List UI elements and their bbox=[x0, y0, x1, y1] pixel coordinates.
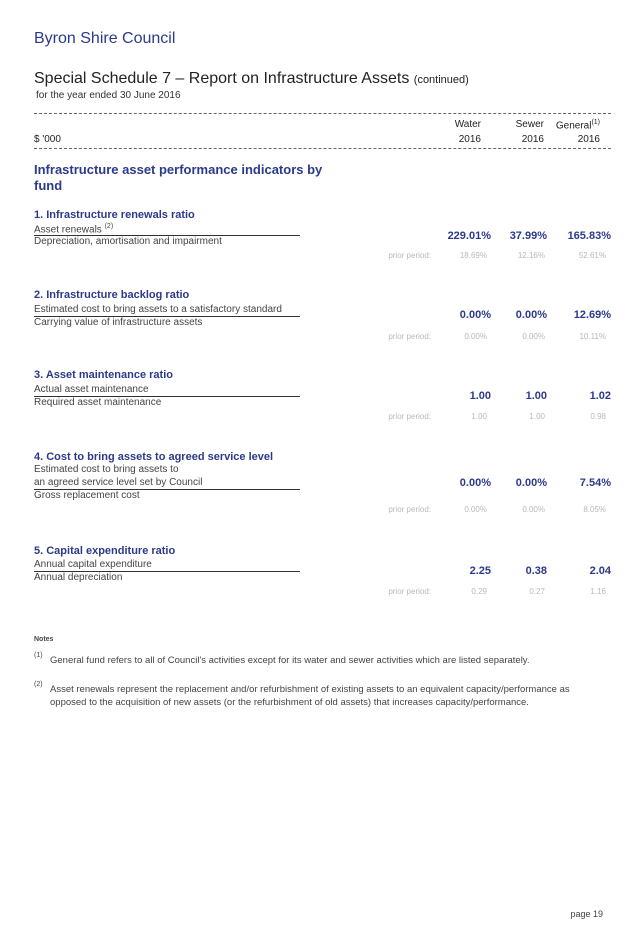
unit-label: $ '000 bbox=[34, 134, 61, 145]
title-suffix: (continued) bbox=[413, 74, 469, 86]
col-water-year: 2016 bbox=[458, 134, 481, 145]
prior-period-label: prior period: bbox=[388, 412, 431, 421]
section-title: Infrastructure asset performance indicators by fund bbox=[34, 162, 323, 193]
page-subtitle: for the year ended 30 June 2016 bbox=[36, 90, 181, 101]
value-sewer: 0.00% bbox=[515, 309, 547, 321]
prior-water: 0.00% bbox=[464, 332, 487, 341]
col-water-name: Water bbox=[454, 119, 481, 130]
prior-water: 0.00% bbox=[464, 505, 487, 514]
value-water: 2.25 bbox=[469, 565, 491, 577]
col-general-year: 2016 bbox=[577, 134, 600, 145]
prior-sewer: 1.00 bbox=[529, 412, 545, 421]
value-general: 165.83% bbox=[567, 230, 611, 242]
value-water: 0.00% bbox=[459, 477, 491, 489]
prior-water: 18.69% bbox=[459, 251, 487, 260]
prior-sewer: 0.27 bbox=[529, 587, 545, 596]
notes-heading: Notes bbox=[34, 636, 54, 643]
header-top-rule bbox=[34, 113, 611, 114]
indicator-title: 2. Infrastructure backlog ratio bbox=[34, 289, 190, 301]
numerator-text: Asset renewals bbox=[34, 224, 102, 236]
value-general: 7.54% bbox=[579, 477, 611, 489]
prior-sewer: 0.00% bbox=[522, 505, 545, 514]
note-marker: (1) bbox=[34, 652, 43, 659]
prior-general: 0.98 bbox=[590, 412, 606, 421]
prior-sewer: 0.00% bbox=[522, 332, 545, 341]
value-water: 229.01% bbox=[447, 230, 491, 242]
col-sewer-year: 2016 bbox=[521, 134, 544, 145]
prior-period-label: prior period: bbox=[388, 505, 431, 514]
value-general: 2.04 bbox=[589, 565, 611, 577]
value-general: 12.69% bbox=[573, 309, 611, 321]
indicator-numerator: an agreed service level set by Council bbox=[34, 477, 203, 488]
prior-water: 0.29 bbox=[471, 587, 487, 596]
indicator-numerator-line1: Estimated cost to bring assets to bbox=[34, 464, 179, 475]
note-text: Asset renewals represent the replacement and/or refurbishment of existing assets to an equivalent capacity/performance as opposed to the acquisition of new assets (or the refurbishment of old assets) that increases capacity/performance. bbox=[50, 684, 570, 708]
col-general-marker: (1) bbox=[591, 119, 600, 126]
indicator-denominator: Gross replacement cost bbox=[34, 490, 140, 501]
value-water: 0.00% bbox=[459, 309, 491, 321]
page-title bbox=[34, 70, 469, 88]
title-text: Special Schedule 7 – Report on Infrastructure Assets bbox=[34, 70, 410, 87]
prior-period-label: prior period: bbox=[388, 251, 431, 260]
prior-sewer: 12.16% bbox=[517, 251, 545, 260]
indicator-title: 3. Asset maintenance ratio bbox=[34, 369, 173, 381]
note-marker: (2) bbox=[34, 681, 43, 688]
value-sewer: 1.00 bbox=[525, 390, 547, 402]
indicator-title: 4. Cost to bring assets to agreed service level bbox=[34, 451, 274, 463]
header-bottom-rule bbox=[34, 148, 611, 149]
col-general-name bbox=[540, 119, 600, 131]
indicator-title: 1. Infrastructure renewals ratio bbox=[34, 209, 195, 221]
col-general-label: General bbox=[555, 120, 592, 132]
prior-period-label: prior period: bbox=[388, 332, 431, 341]
value-sewer: 0.38 bbox=[525, 565, 547, 577]
value-general: 1.02 bbox=[589, 390, 611, 402]
prior-general: 1.16 bbox=[590, 587, 606, 596]
prior-period-label: prior period: bbox=[388, 587, 431, 596]
indicator-numerator: Actual asset maintenance bbox=[34, 384, 149, 395]
indicator-denominator: Carrying value of infrastructure assets bbox=[34, 317, 203, 328]
col-sewer-name: Sewer bbox=[515, 119, 544, 130]
indicator-numerator bbox=[34, 223, 113, 235]
prior-general: 10.11% bbox=[579, 332, 606, 341]
prior-water: 1.00 bbox=[471, 412, 487, 421]
indicator-denominator: Annual depreciation bbox=[34, 572, 123, 583]
value-water: 1.00 bbox=[469, 390, 491, 402]
prior-general: 52.61% bbox=[578, 251, 606, 260]
indicator-title: 5. Capital expenditure ratio bbox=[34, 545, 176, 557]
prior-general: 8.05% bbox=[583, 505, 606, 514]
value-sewer: 37.99% bbox=[509, 230, 547, 242]
indicator-numerator: Annual capital expenditure bbox=[34, 559, 152, 570]
numerator-marker: (2) bbox=[104, 223, 114, 230]
indicator-denominator: Depreciation, amortisation and impairment bbox=[34, 236, 222, 247]
organisation-name: Byron Shire Council bbox=[34, 30, 176, 47]
indicator-denominator: Required asset maintenance bbox=[34, 397, 162, 408]
value-sewer: 0.00% bbox=[515, 477, 547, 489]
indicator-numerator: Estimated cost to bring assets to a satisfactory standard bbox=[34, 304, 282, 315]
note-text: General fund refers to all of Council's activities except for its water and sewer activities which are listed separately. bbox=[50, 655, 530, 666]
page-number: page 19 bbox=[570, 909, 603, 919]
